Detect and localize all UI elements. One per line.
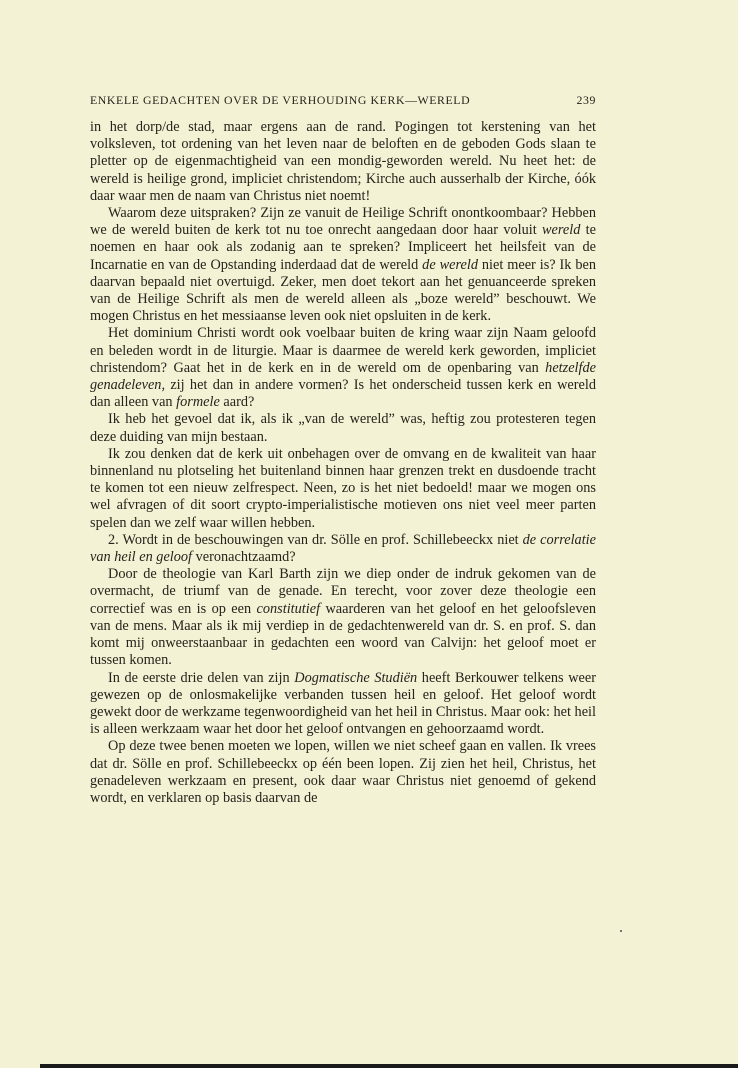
italic-run: Dogmatische Studiën: [294, 669, 418, 686]
running-title: ENKELE GEDACHTEN OVER DE VERHOUDING KERK—WERELD: [90, 93, 471, 107]
text-run: 2. Wordt in de beschouwingen van dr. Sölle en prof. Schillebeeckx niet: [108, 531, 523, 548]
bottom-border: [40, 1064, 738, 1068]
paragraph: [90, 670, 596, 739]
paragraph: [90, 738, 596, 807]
text-run: Ik heb het gevoel dat ik, als ik „van de wereld” was, heftig zou protesteren tegen deze duiding van mijn bestaan.: [90, 411, 596, 445]
text-run: heeft Berkouwer telkens weer gewezen op de onlosmakelijke verbanden tussen heil en geloof. Het geloof wordt gewekt door de werkzame tegenwoordigheid van het heil in Christus. Maar ook: het heil is alleen werkzaam waar het door het geloof ontvangen en gehoorzaamd wordt.: [90, 669, 596, 738]
text-run: In de eerste drie delen van zijn: [108, 669, 295, 686]
text-run: Waarom deze uitspraken? Zijn ze vanuit de Heilige Schrift onontkoombaar? Hebben we de wereld buiten de kerk tot nu toe onrecht aangedaan door haar voluit: [90, 205, 596, 239]
text-run: Het dominium Christi wordt ook voelbaar buiten de kring waar zijn Naam geloofd en beleden wordt in de liturgie. Maar is daarmee de wereld kerk geworden, impliciet christendom? Gaat het in de kerk en in de wereld om de openbaring van: [90, 325, 596, 376]
paragraph: [90, 119, 596, 205]
paragraph: [90, 205, 596, 325]
text-run: niet meer is? Ik ben daarvan bepaald niet overtuigd. Zeker, men doet tekort aan het genuanceerde spreken van de Heilige Schrift als men de wereld alleen als „boze wereld” beschouwt. We mogen Christus en het messiaanse leven ook niet opsluiten in de kerk.: [90, 256, 596, 325]
italic-run: constitutief: [256, 600, 321, 617]
speck-mark: [620, 930, 622, 932]
text-run: zij het dan in andere vormen? Is het onderscheid tussen kerk en wereld dan alleen van: [90, 377, 596, 411]
italic-run: formele: [176, 394, 220, 411]
paragraph: [90, 411, 596, 445]
text-run: Op deze twee benen moeten we lopen, willen we niet scheef gaan en vallen. Ik vrees dat dr. Sölle en prof. Schillebeeckx op één been lopen. Zij zien het heil, Christus, het genadeleven werkzaam en present, ook daar waar Christus niet genoemd of gekend wordt, en verklaren op basis daarvan de: [90, 738, 596, 806]
paragraph: [90, 532, 596, 566]
paragraph: [90, 566, 596, 669]
page-number: 239: [576, 93, 596, 107]
body-text: [90, 119, 596, 807]
text-run: in het dorp/de stad, maar ergens aan de rand. Pogingen tot kerstening van het volksleven, tot ordening van het leven naar de beloften en de geboden Gods slaan te pletter op de eigenmachtigheid van een mondig-geworden wereld. Nu heet het: de wereld is heilige grond, impliciet christendom; Kirche auch ausserhalb der Kirche, óók daar waar men de naam van Christus niet noemt!: [90, 119, 596, 204]
italic-run: wereld: [541, 222, 581, 239]
running-header: [90, 93, 596, 108]
text-run: te noemen en haar ook als zodanig aan te spreken? Impliceert het heilsfeit van de Incarnatie en van de Opstanding inderdaad dat de wereld: [90, 222, 596, 273]
text-run: waarderen van het geloof en het geloofsleven van de mens. Maar als ik mij verdiep in de gedachtenwereld van dr. S. en prof. S. dan komt mij onweerstaanbaar in gedachten een woord van Calvijn: het geloof moet er tussen komen.: [90, 600, 597, 669]
italic-run: de wereld: [422, 256, 478, 273]
paragraph: [90, 446, 596, 532]
text-run: veronachtzaamd?: [192, 549, 296, 566]
italic-run: de correlatie van heil en geloof: [90, 531, 596, 566]
text-run: aard?: [219, 394, 255, 411]
italic-run: hetzelfde genadeleven,: [90, 359, 596, 394]
text-run: Door de theologie van Karl Barth zijn we diep onder de indruk gekomen van de overmacht, de triumf van de genade. En terecht, voor zover deze theologie een correctief was en is op een: [90, 566, 596, 617]
text-run: Ik zou denken dat de kerk uit onbehagen over de omvang en de kwaliteit van haar binnenland nu plotseling het buitenland binnen haar grenzen trekt en dusdoende tracht te komen tot een nieuw zelfrespect. Neen, zo is het niet bedoeld! maar we mogen ons wel afvragen of dit soort crypto-imperialistische motieven ons niet veel meer parten spelen dan we zelf waar willen hebben.: [90, 445, 596, 531]
paragraph: [90, 325, 596, 411]
